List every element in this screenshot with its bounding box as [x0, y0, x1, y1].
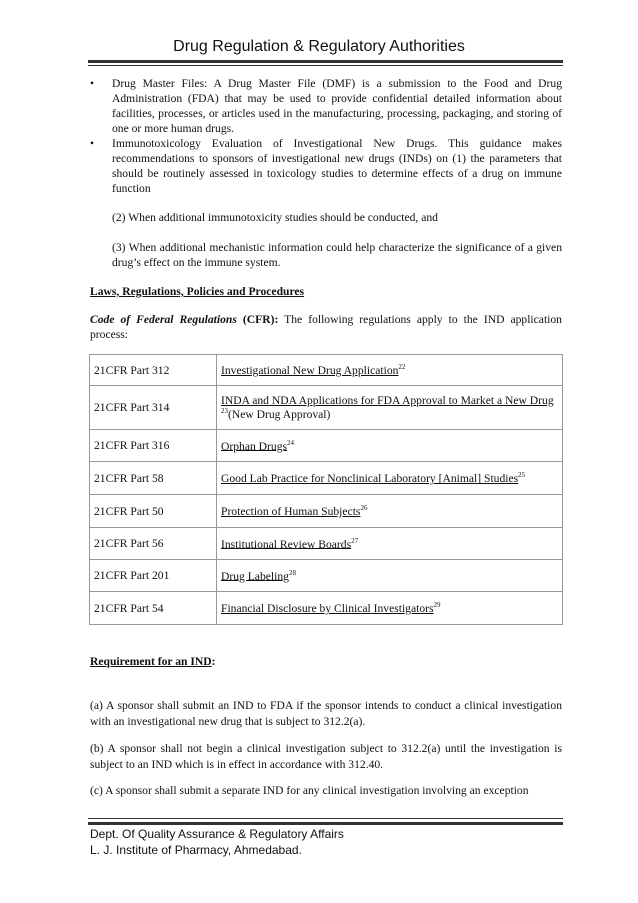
bullet-text: Drug Master Files: A Drug Master File (DMF) is a submission to the Food and Drug Administration (FDA) that may be used to provide confidential detailed information about facilities, processes, or articles used in the manufacturing, processing, packaging, and storing of one or more human drugs. — [112, 77, 562, 135]
page-footer — [90, 826, 344, 858]
table-row — [90, 495, 563, 528]
body-content — [90, 76, 562, 342]
page-header-title: Drug Regulation & Regulatory Authorities — [173, 38, 465, 55]
reg-title-link[interactable]: INDA and NDA Applications for FDA Approval to Market a New Drug — [221, 394, 554, 408]
reg-title-link[interactable]: Good Lab Practice for Nonclinical Laboratory [Animal] Studies — [221, 471, 519, 485]
reg-ref: 23 — [221, 407, 228, 416]
reg-title-link[interactable]: Protection of Human Subjects — [221, 504, 361, 518]
bullet-text: Immunotoxicology Evaluation of Investigational New Drugs. This guidance makes recommendations to sponsors of investigational new drugs (INDs) on (1) the parameters that should be routinely assessed in toxicology studies to determine effects of a drug on immune function — [112, 137, 562, 195]
requirement-para-b: (b) A sponsor shall not begin a clinical investigation subject to 312.2(a) until the investigation is subject to an IND which is in effect in accordance with 312.40. — [90, 742, 562, 771]
sub-item-2: (2) When additional immunotoxicity studies should be conducted, and — [112, 211, 438, 224]
laws-heading — [90, 284, 562, 299]
bullet-list — [90, 76, 562, 196]
footer-institute: L. J. Institute of Pharmacy, Ahmedabad. — [90, 843, 302, 857]
reg-title — [217, 495, 563, 528]
table-row — [90, 355, 563, 386]
requirement-para-a: (a) A sponsor shall submit an IND to FDA if the sponsor intends to conduct a clinical investigation with an investigational new drug that is subject to 312.2(a). — [90, 699, 562, 728]
reg-title-link[interactable]: Drug Labeling — [221, 569, 289, 583]
reg-ref: 27 — [351, 536, 359, 545]
table-row — [90, 592, 563, 625]
reg-title — [217, 462, 563, 495]
reg-ref: 26 — [360, 504, 368, 513]
reg-title — [217, 592, 563, 625]
reg-part: 21CFR Part 54 — [90, 592, 217, 625]
bullet-icon: • — [90, 137, 95, 150]
footer-department: Dept. Of Quality Assurance & Regulatory Affairs — [90, 827, 344, 841]
cfr-intro — [90, 312, 562, 342]
reg-part: 21CFR Part 314 — [90, 386, 217, 430]
reg-title-link[interactable]: Orphan Drugs — [221, 439, 288, 453]
laws-heading-text: Laws, Regulations, Policies and Procedures — [90, 285, 305, 298]
sub-item-3: (3) When additional mechanistic information could help characterize the significance of a given drug’s effect on the immune system. — [112, 241, 562, 269]
reg-ref: 22 — [398, 363, 406, 372]
requirement-para-c: (c) A sponsor shall submit a separate IND for any clinical investigation involving an exception — [90, 784, 529, 797]
footer-rule-thick — [88, 822, 563, 825]
footer-rule-thin — [88, 818, 563, 819]
header-rule-thin — [88, 65, 563, 66]
reg-title — [217, 528, 563, 560]
cfr-label: Code of Federal Regulations — [90, 313, 237, 326]
reg-ref: 25 — [518, 471, 526, 480]
reg-title — [217, 560, 563, 592]
bullet-item-dmf — [90, 76, 562, 136]
cfr-intro-text: The following regulations apply to the IND application process: — [90, 313, 562, 341]
reg-ref: 24 — [287, 438, 295, 447]
table-row — [90, 528, 563, 560]
requirement-heading-colon: : — [211, 655, 216, 668]
requirement-heading — [90, 654, 562, 670]
bullet-item-immunotox — [90, 136, 562, 196]
cfr-abbr: (CFR): — [242, 313, 279, 326]
table-row — [90, 462, 563, 495]
reg-part: 21CFR Part 56 — [90, 528, 217, 560]
reg-part: 21CFR Part 50 — [90, 495, 217, 528]
bullet-icon: • — [90, 77, 95, 90]
reg-title-link[interactable]: Institutional Review Boards — [221, 537, 352, 551]
table-row — [90, 560, 563, 592]
table-row — [90, 430, 563, 462]
requirement-heading-text: Requirement for an IND — [90, 655, 212, 668]
reg-ref: 29 — [433, 601, 441, 610]
reg-ref: 28 — [288, 568, 296, 577]
reg-title — [217, 355, 563, 386]
regulations-table — [89, 354, 563, 625]
header-rule-thick — [88, 60, 563, 63]
reg-title — [217, 430, 563, 462]
reg-title-link[interactable]: Financial Disclosure by Clinical Investigators — [221, 601, 434, 615]
reg-part: 21CFR Part 316 — [90, 430, 217, 462]
reg-title-link[interactable]: Investigational New Drug Application — [221, 363, 399, 377]
reg-part: 21CFR Part 312 — [90, 355, 217, 386]
table-row — [90, 386, 563, 430]
reg-part: 21CFR Part 201 — [90, 560, 217, 592]
reg-title — [217, 386, 563, 430]
reg-title-suffix: (New Drug Approval) — [228, 407, 331, 421]
reg-part: 21CFR Part 58 — [90, 462, 217, 495]
